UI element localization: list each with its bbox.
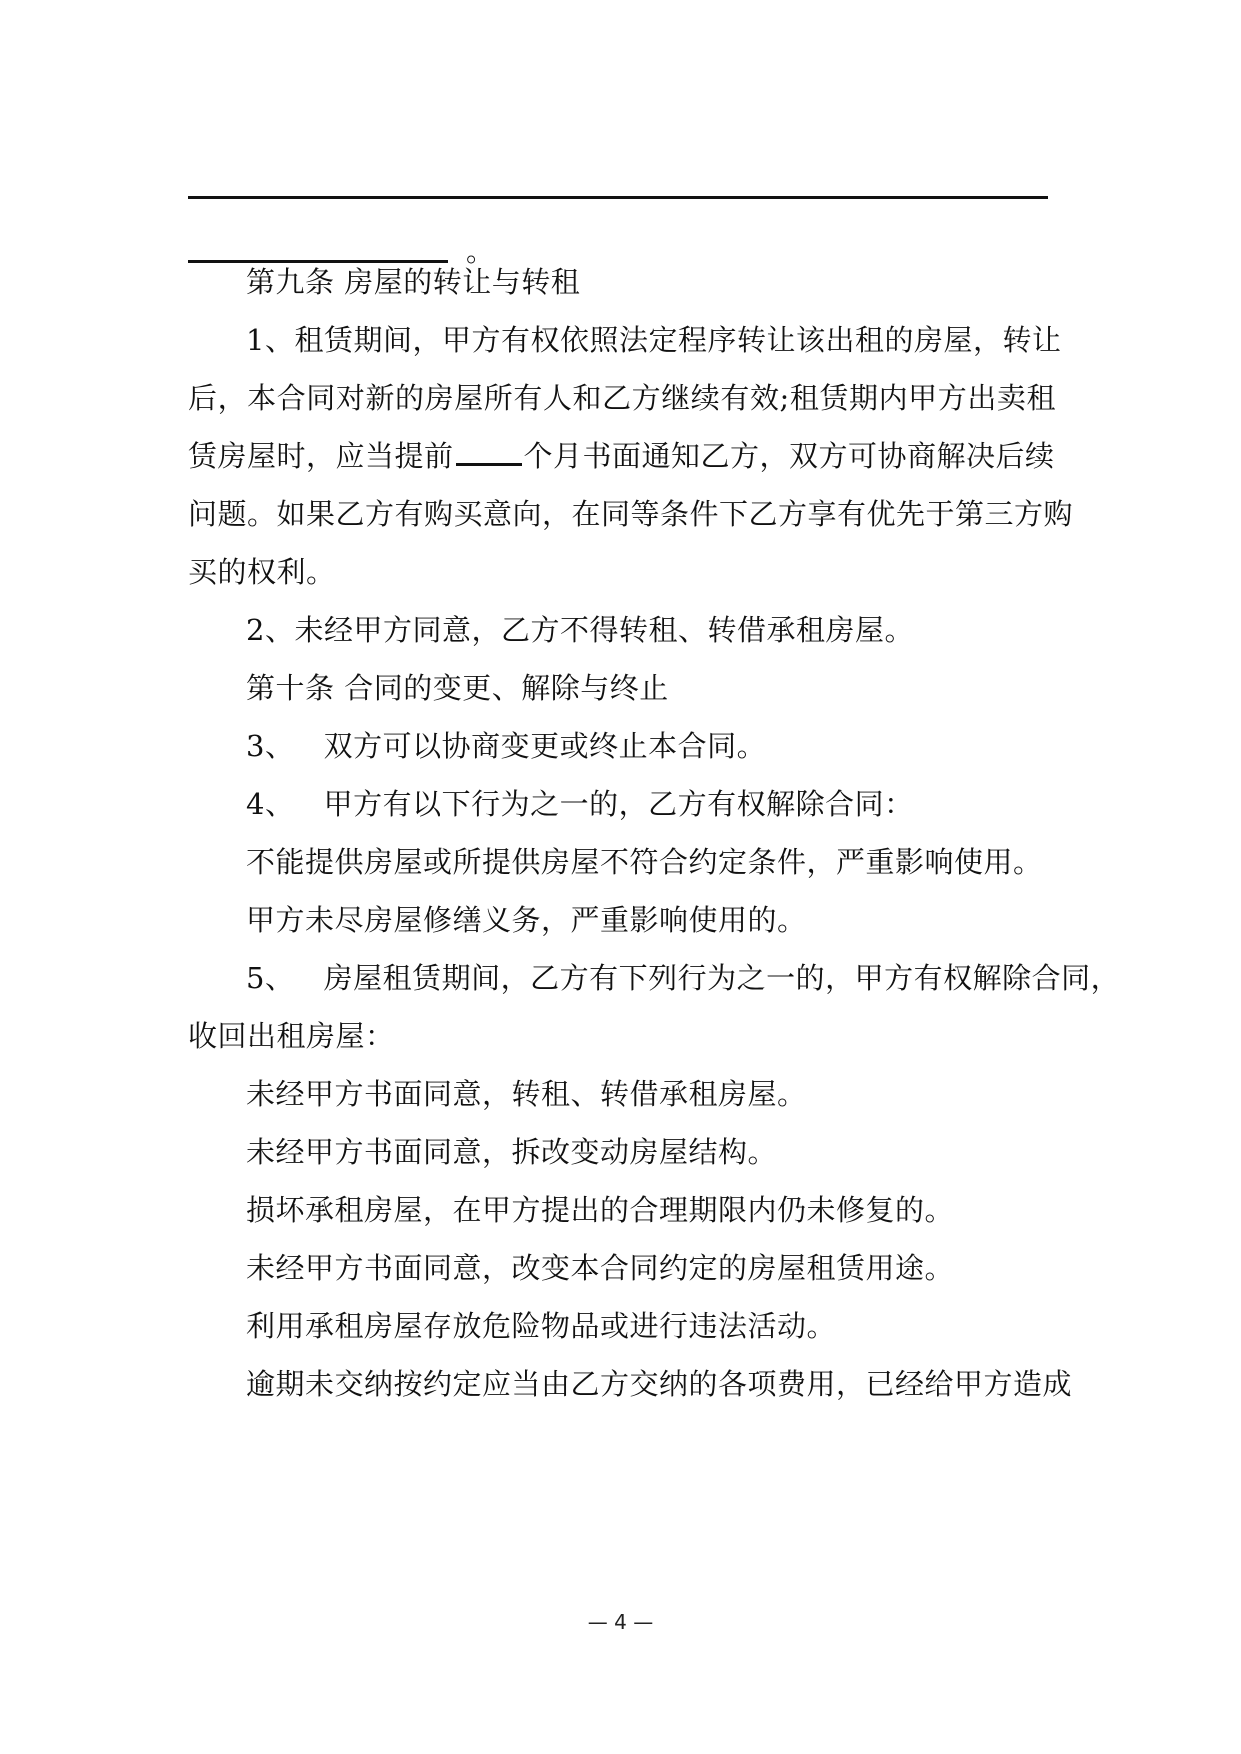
paragraph-text: 赁房屋时，应当提前 — [188, 439, 454, 473]
paragraph-line: 损坏承租房屋，在甲方提出的合理期限内仍未修复的。 — [246, 1193, 955, 1227]
paragraph-line: 2、未经甲方同意，乙方不得转租、转借承租房屋。 — [246, 613, 914, 647]
paragraph-text: 个月书面通知乙方，双方可协商解决后续 — [523, 439, 1055, 473]
article-10-heading: 第十条 合同的变更、解除与终止 — [246, 671, 669, 705]
paragraph-line: 未经甲方书面同意，拆改变动房屋结构。 — [246, 1135, 778, 1169]
paragraph-line: 利用承租房屋存放危险物品或进行违法活动。 — [246, 1309, 837, 1343]
paragraph-line: 买的权利。 — [188, 555, 336, 589]
paragraph-line: 问题。如果乙方有购买意向，在同等条件下乙方享有优先于第三方购 — [188, 497, 1074, 531]
sentence-end-mark: 。 — [466, 235, 495, 268]
paragraph-line: 5、 房屋租赁期间，乙方有下列行为之一的，甲方有权解除合同， — [246, 961, 1121, 995]
page-number: — 4 — — [587, 1610, 654, 1634]
paragraph-line: 后，本合同对新的房屋所有人和乙方继续有效;租赁期内甲方出卖租 — [188, 381, 1056, 415]
paragraph-line: 收回出租房屋： — [188, 1019, 395, 1053]
paragraph-line: 逾期未交纳按约定应当由乙方交纳的各项费用，已经给甲方造成 — [246, 1367, 1073, 1401]
paragraph-line — [188, 436, 1055, 476]
paragraph-line: 未经甲方书面同意，转租、转借承租房屋。 — [246, 1077, 807, 1111]
article-9-heading: 第九条 房屋的转让与转租 — [246, 265, 581, 299]
fill-in-blank-line — [188, 196, 1048, 199]
paragraph-line: 甲方未尽房屋修缮义务，严重影响使用的。 — [246, 903, 807, 937]
paragraph-line: 4、 甲方有以下行为之一的，乙方有权解除合同： — [246, 787, 914, 821]
paragraph-line: 不能提供房屋或所提供房屋不符合约定条件，严重影响使用。 — [246, 845, 1043, 879]
fill-in-blank — [456, 437, 522, 466]
paragraph-line: 未经甲方书面同意，改变本合同约定的房屋租赁用途。 — [246, 1251, 955, 1285]
paragraph-line: 1、租赁期间，甲方有权依照法定程序转让该出租的房屋，转让 — [246, 323, 1062, 357]
paragraph-line: 3、 双方可以协商变更或终止本合同。 — [246, 729, 767, 763]
